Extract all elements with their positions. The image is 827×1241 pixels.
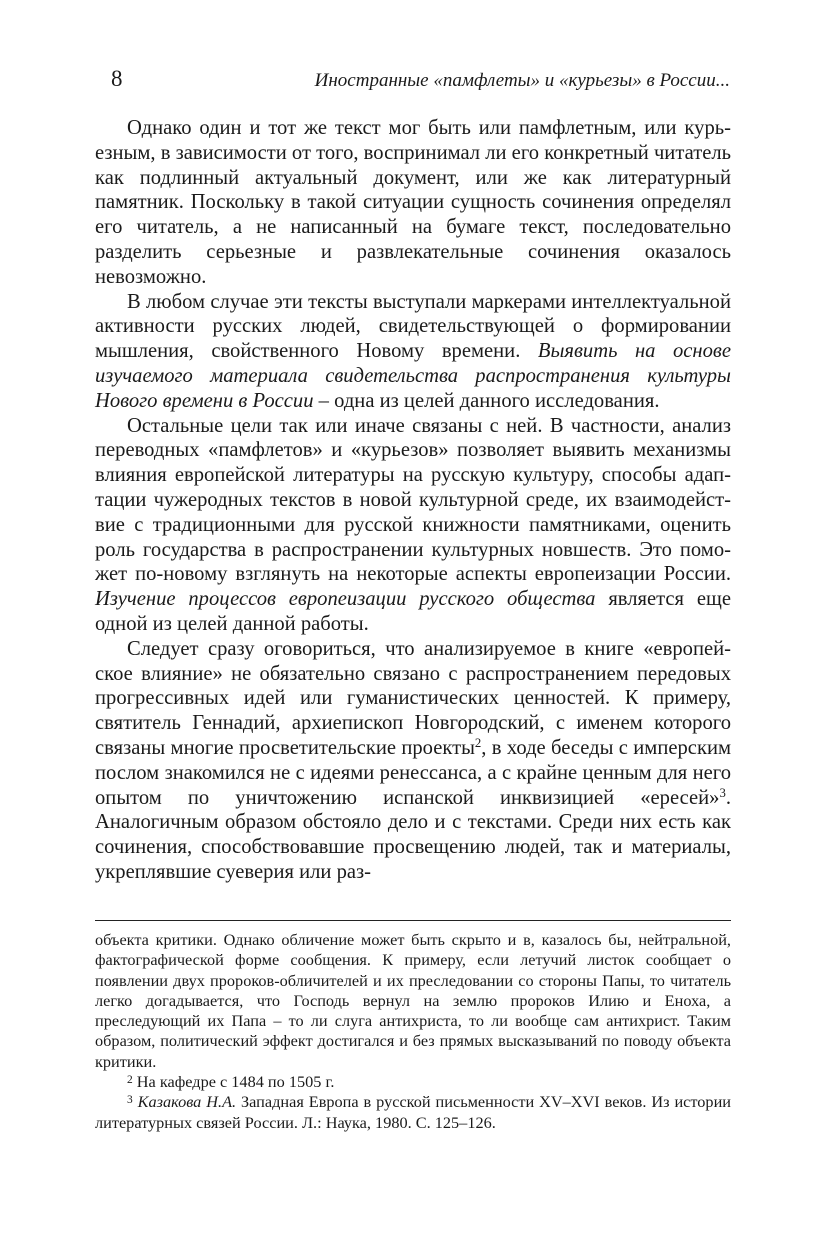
- footnote-3-text: Западная Европа в русской письменности XV–XVI веков. Из истории литературных связей России. Л.: Наука, 1980. С. 125–126.: [95, 1092, 732, 1132]
- paragraph-4: [95, 637, 731, 885]
- paragraph-2-start: В любом случае эти тексты выступали маркерами интеллектуальной активности русских людей, свидетельствующей о формировании мышления, свойственного Новому времени.: [95, 290, 731, 363]
- footnote-ref-2[interactable]: 2: [474, 735, 482, 750]
- paragraph-4-part-a: Следует сразу оговориться, что анализируемое в книге «европейское влияние» не обязательно связано с распространением передовых прогрессивных идей или гуманистических ценностей. К примеру, святитель Геннадий, архиепископ Новгородский, с именем которого связаны многие просветительские проекты: [95, 637, 731, 759]
- footnote-3: [95, 1092, 731, 1133]
- paragraph-2-end: – одна из целей данного исследования.: [313, 389, 660, 412]
- paragraph-3-end: является еще одной из целей данной работы.: [95, 588, 731, 635]
- main-text: [95, 116, 731, 885]
- paragraph-3-italic: Изучение процессов европеизации русского общества: [95, 588, 596, 611]
- footnote-2-marker: 2: [127, 1074, 133, 1087]
- paragraph-2-italic: Выявить на основе изучаемого материала свидетельства распространения культуры Нового времени в России: [95, 340, 732, 412]
- paragraph-4-part-c: . Аналогичным образом обстояло дело и с текстами. Среди них есть как сочинения, способствовавшие просвещению людей, так и материалы, укреплявшие суеверия или раз-: [95, 786, 731, 883]
- footnote-2-text: На кафедре с 1484 по 1505 г.: [132, 1072, 335, 1092]
- footnotes: [95, 930, 731, 1133]
- footnote-2: [95, 1072, 731, 1092]
- footnote-3-author: Казакова Н.А.: [137, 1092, 237, 1112]
- page-number: 8: [111, 66, 123, 91]
- paragraph-2: [95, 290, 731, 414]
- footnote-3-marker: 3: [127, 1094, 133, 1107]
- footnote-divider: [95, 920, 731, 921]
- running-title: Иностранные «памфлеты» и «курьезы» в России...: [314, 70, 730, 91]
- paragraph-1: [95, 116, 731, 290]
- footnote-ref-3[interactable]: 3: [719, 785, 726, 800]
- paragraph-1-text: Однако один и тот же текст мог быть или памфлетным, или курьезным, в зависимости от того, воспринимал ли его конкретный читатель как подлинный актуальный документ, или же как литературный памятник. Поскольку в такой ситуации сущность сочинения определял его читатель, а не написанный на бумаге текст, последовательно разделить серьезные и развлекательные сочинения оказалось невозможно.: [95, 117, 731, 288]
- footnote-continuation: объекта критики. Однако обличение может быть скрыто и в, казалось бы, нейтральной, фактографической форме сообщения. К примеру, если летучий листок сообщает о появлении двух пророков-обличителей и их преследовании со стороны Папы, то читатель легко догадывается, что Господь вернул на землю пророков Илию и Еноха, а преследующий их Папа – то ли слуга антихриста, то ли вообще сам антихрист. Таким образом, политический эффект достигался и без прямых высказываний по поводу объекта критики.: [95, 930, 731, 1071]
- paragraph-4-part-b: , в ходе беседы с имперским послом знакомился не с идеями ренессанса, а с крайне ценным для него опытом по уничтожению испанской инквизицией «ересей»: [95, 736, 731, 809]
- paragraph-3-start: Остальные цели так или иначе связаны с ней. В частности, анализ переводных «памфлетов» и «курьезов» позволяет выявить механизмы влияния европейской литературы на русскую культуру, способы адаптации чужеродных текстов в новой культурной среде, их взаимодействие с традиционными для русской книжности памятниками, оценить роль государства в распространении культурных новшеств. Это поможет по-новому взглянуть на некоторые аспекты европеизации России.: [95, 414, 731, 586]
- paragraph-3: [95, 414, 731, 637]
